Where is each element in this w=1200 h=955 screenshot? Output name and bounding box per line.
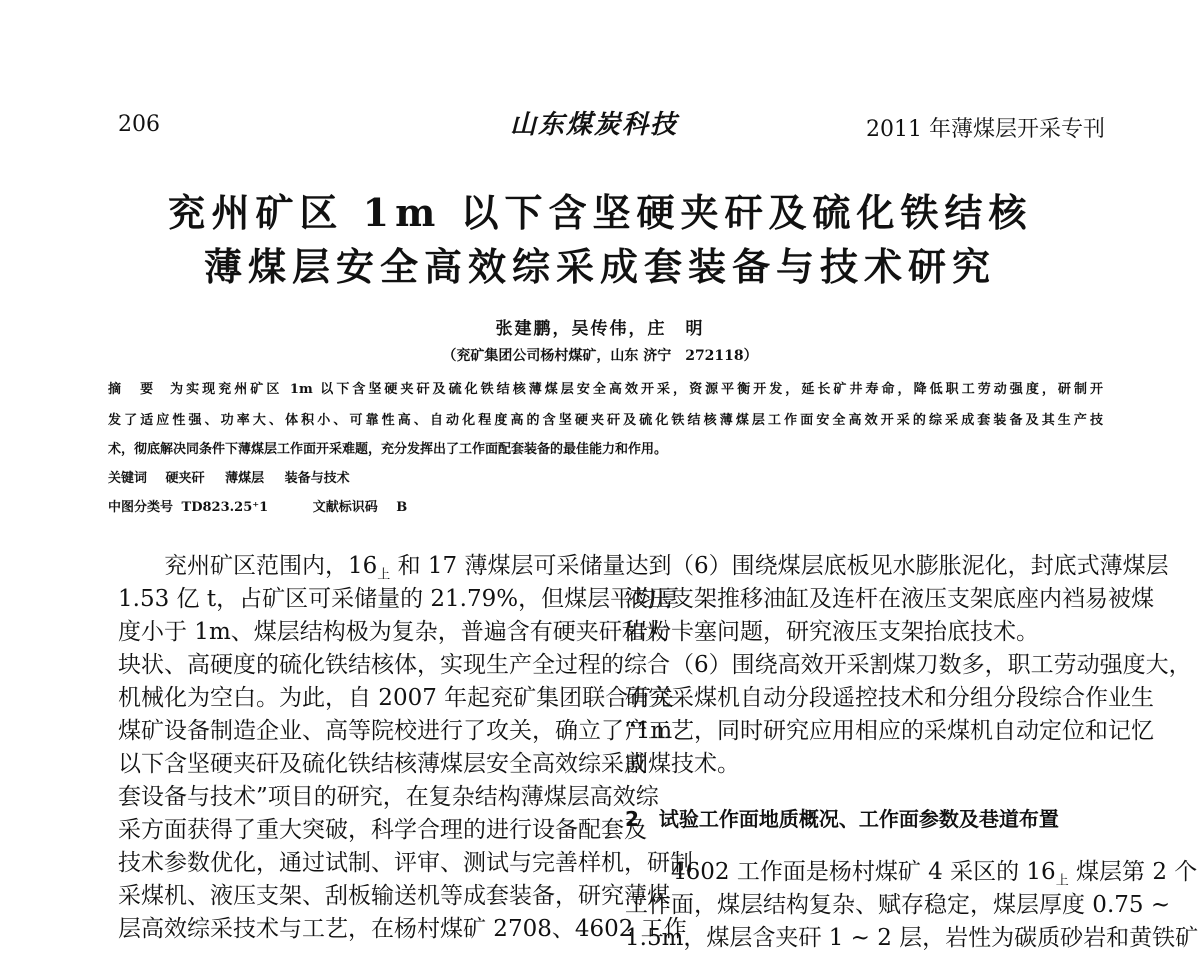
authors: 张建鹏，吴传伟，庄 明 xyxy=(495,319,705,339)
body-text-line xyxy=(118,847,693,880)
body-text-line: （6）围绕高效开采割煤刀数多，职工劳动强度大， xyxy=(671,652,1192,678)
keyword: 薄煤层 xyxy=(225,471,265,486)
body-text-line xyxy=(118,583,680,616)
text-segment: 采煤机、液压支架、刮板输送机等成套装备，研究薄煤 xyxy=(118,883,670,909)
right-column xyxy=(625,550,1199,955)
text-segment: 煤矿设备制造企业、高等院校进行了攻关，确立了“1m xyxy=(118,718,673,744)
body-text-line xyxy=(625,856,1198,889)
text-segment: 技术参数优化，通过试制、评审、测试与完善样机，研制 xyxy=(118,850,693,876)
issue-title: 2011 年薄煤层开采专刊 xyxy=(866,117,1105,142)
article-title-line-1: 兖州矿区 1m 以下含坚硬夹矸及硫化铁结核 xyxy=(167,190,1033,235)
body-text-line xyxy=(118,913,687,946)
text-segment: 块状、高硬度的硫化铁结核体，实现生产全过程的综合 xyxy=(118,652,670,678)
body-text-line xyxy=(118,814,647,847)
subscript: 上 xyxy=(377,567,391,583)
text-segment: 煤层第 2 个 xyxy=(1068,859,1198,885)
abstract-text: 为实现兖州矿区 1m 以下含坚硬夹矸及硫化铁结核薄煤层安全高效开采，资源平衡开发，延长矿井寿命，降低职工劳动强度，研制开 xyxy=(170,382,1103,397)
body-text-line: 岩粉卡塞问题，研究液压支架抬底技术。 xyxy=(625,619,1039,645)
body-text-line xyxy=(118,649,670,682)
body-text-line xyxy=(118,781,659,814)
abstract-line: 发了适应性强、功率大、体积小、可靠性高、自动化程度高的含坚硬夹矸及硫化铁结核薄煤层工作面安全高效开采的综采成套装备及其生产技 xyxy=(108,413,1103,428)
article-title-line-2: 薄煤层安全高效综采成套装备与技术研究 xyxy=(203,244,996,289)
classification xyxy=(108,496,407,515)
body-text-line xyxy=(118,616,668,649)
page-number: 206 xyxy=(118,112,160,137)
body-text-line xyxy=(118,880,670,913)
text-segment: 以下含坚硬夹矸及硫化铁结核薄煤层安全高效综采成 xyxy=(118,751,647,777)
subscript: 上 xyxy=(1055,873,1069,889)
abstract-label: 摘 要 xyxy=(108,382,157,397)
text-segment: 1.5m，煤层含夹矸 1 ~ 2 层，岩性为碳质砂岩和黄铁矿 xyxy=(625,925,1199,951)
text-segment: 采方面获得了重大突破，科学合理的进行设备配套及 xyxy=(118,817,647,843)
doc-code-label: 文献标识码 xyxy=(312,500,378,515)
text-segment: 兖州矿区范围内，16 xyxy=(164,553,378,579)
keyword: 装备与技术 xyxy=(284,471,350,486)
section-heading: 2 试验工作面地质概况、工作面参数及巷道布置 xyxy=(625,807,1059,831)
body-text-line xyxy=(625,922,1199,955)
keyword: 硬夹矸 xyxy=(165,471,205,486)
text-segment: 4602 工作面是杨村煤矿 4 采区的 16 xyxy=(671,859,1056,885)
body-text-line: 研究采煤机自动分段遥控技术和分组分段综合作业生 xyxy=(625,685,1154,711)
body-text-line xyxy=(118,550,672,583)
text-segment: 和 17 薄煤层可采储量达到 xyxy=(390,553,672,579)
clc-label: 中图分类号 xyxy=(108,500,174,515)
affiliation: （兖矿集团公司杨村煤矿，山东 济宁 272118） xyxy=(442,348,758,364)
body-text-line xyxy=(118,715,673,748)
body-text-line xyxy=(118,682,675,715)
body-text-line xyxy=(625,889,1171,922)
keywords-label: 关键词 xyxy=(108,471,148,486)
journal-logo: 山东煤炭科技 xyxy=(510,110,679,140)
text-segment: 套设备与技术”项目的研究，在复杂结构薄煤层高效综 xyxy=(118,784,659,810)
text-segment: 机械化为空白。为此，自 2007 年起兖矿集团联合有关 xyxy=(118,685,675,711)
body-text-line: 产工艺，同时研究应用相应的采煤机自动定位和记忆 xyxy=(625,718,1154,744)
body-text-line: 割煤技术。 xyxy=(625,751,740,777)
body-text-line: 液压支架推移油缸及连杆在液压支架底座内裆易被煤 xyxy=(625,586,1154,612)
doc-code-value: B xyxy=(396,500,408,515)
text-segment: 度小于 1m、煤层结构极为复杂，普遍含有硬夹矸和大 xyxy=(118,619,668,645)
body-text-line xyxy=(118,748,647,781)
abstract-line: 术，彻底解决同条件下薄煤层工作面开采难题，充分发挥出了工作面配套装备的最佳能力和作用。 xyxy=(108,442,668,457)
text-segment: 层高效综采技术与工艺，在杨村煤矿 2708、4602 工作 xyxy=(118,916,687,942)
clc-value: TD823.25⁺1 xyxy=(181,500,269,515)
keywords xyxy=(108,467,350,486)
body-text-line: （6）围绕煤层底板见水膨胀泥化，封底式薄煤层 xyxy=(671,553,1169,579)
abstract-line xyxy=(108,378,1103,397)
text-segment: 工作面，煤层结构复杂、赋存稳定，煤层厚度 0.75 ~ xyxy=(625,892,1171,918)
text-segment: 1.53 亿 t，占矿区可采储量的 21.79%，但煤层平均厚 xyxy=(118,586,680,612)
